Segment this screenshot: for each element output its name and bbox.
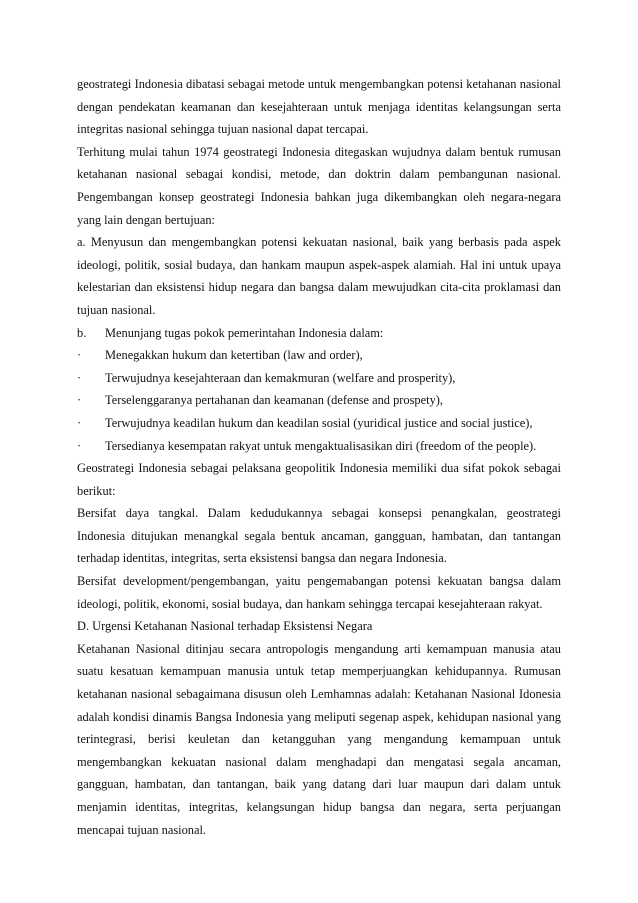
paragraph-development: Bersifat development/pengembangan, yaitu pengemabangan potensi kekuatan bangsa dalam ideologi, politik, ekonomi, sosial budaya, dan hankam sehingga tercapai kesejahteraan rakyat. [77, 574, 561, 611]
bullet-mark: · [77, 415, 82, 430]
paragraph-deterrence: Bersifat daya tangkal. Dalam kedudukannya sebagai konsepsi penangkalan, geostrategi Indonesia ditujukan menangkal segala bentuk ancaman, gangguan, hambatan, dan tantangan terhadap identitas, integritas, serta eksistensi bangsa dan negara Indonesia. [77, 506, 561, 566]
bullet-mark: · [77, 438, 82, 453]
paragraph-item-a: a. Menyusun dan mengembangkan potensi kekuatan nasional, baik yang berbasis pada aspek ideologi, politik, sosial budaya, dan hankam maupun aspek-aspek alamiah. Hal ini untuk upaya kelestarian dan eksistensi hidup negara dan bangsa dalam mewujudkan cita-cita proklamasi dan tujuan nasional. [77, 235, 561, 317]
bullet-item [77, 412, 561, 435]
bullet-mark: · [77, 348, 82, 363]
section-heading-d: D. Urgensi Ketahanan Nasional terhadap Eksistensi Negara [77, 619, 373, 634]
item-b-text: Menunjang tugas pokok pemerintahan Indonesia dalam: [105, 325, 384, 340]
bullet-item [77, 389, 561, 412]
document-page [77, 73, 561, 841]
bullet-text: Terwujudnya keadilan hukum dan keadilan sosial (yuridical justice and social justice), [105, 415, 533, 430]
bullet-text: Tersedianya kesempatan rakyat untuk mengaktualisasikan diri (freedom of the people). [105, 438, 537, 453]
bullet-text: Terwujudnya kesejahteraan dan kemakmuran (welfare and prosperity), [105, 370, 456, 385]
bullet-item [77, 435, 561, 458]
bullet-item [77, 344, 561, 367]
bullet-text: Menegakkan hukum dan ketertiban (law and order), [105, 348, 363, 363]
bullet-item [77, 367, 561, 390]
paragraph-ketahanan-nasional: Ketahanan Nasional ditinjau secara antropologis mengandung arti kemampuan manusia atau suatu kesatuan kemampuan manusia untuk tetap memperjuangkan kehidupannya. Rumusan ketahanan nasional sebagaimana disusun oleh Lemhamnas adalah: Ketahanan Nasional Idonesia adalah kondisi dinamis Bangsa Indonesia yang meliputi segenap aspek, kehidupan nasional yang terintegrasi, berisi keuletan dan ketangguhan yang mengandung kemampuan untuk mengembangkan kekuatan nasional dalam menghadapi dan mengatasi segala ancaman, gangguan, hambatan, dan tantangan, baik yang datang dari luar maupun dari dalam untuk menjamin identitas, integritas, kelangsungan hidup bangsa dan negara, serta perjuangan mencapai tujuan nasional. [77, 641, 561, 837]
paragraph-geostrategi-definition: geostrategi Indonesia dibatasi sebagai metode untuk mengembangkan potensi ketahanan nasional dengan pendekatan keamanan dan kesejahteraan untuk menjaga identitas kelangsungan serta integritas nasional sehingga tujuan nasional dapat tercapai. [77, 77, 561, 137]
bullet-text: Terselenggaranya pertahanan dan keamanan (defense and prospety), [105, 393, 443, 408]
paragraph-two-characteristics: Geostrategi Indonesia sebagai pelaksana geopolitik Indonesia memiliki dua sifat pokok sebagai berikut: [77, 461, 561, 498]
bullet-mark: · [77, 370, 82, 385]
bullet-mark: · [77, 393, 82, 408]
item-b-label: b. [77, 325, 87, 340]
paragraph-since-1974: Terhitung mulai tahun 1974 geostrategi Indonesia ditegaskan wujudnya dalam bentuk rumusan ketahanan nasional sebagai kondisi, metode, dan doktrin dalam pembangunan nasional. Pengembangan konsep geostrategi Indonesia bahkan juga dikembangkan oleh negara-negara yang lain dengan bertujuan: [77, 144, 561, 227]
item-b [77, 322, 561, 345]
